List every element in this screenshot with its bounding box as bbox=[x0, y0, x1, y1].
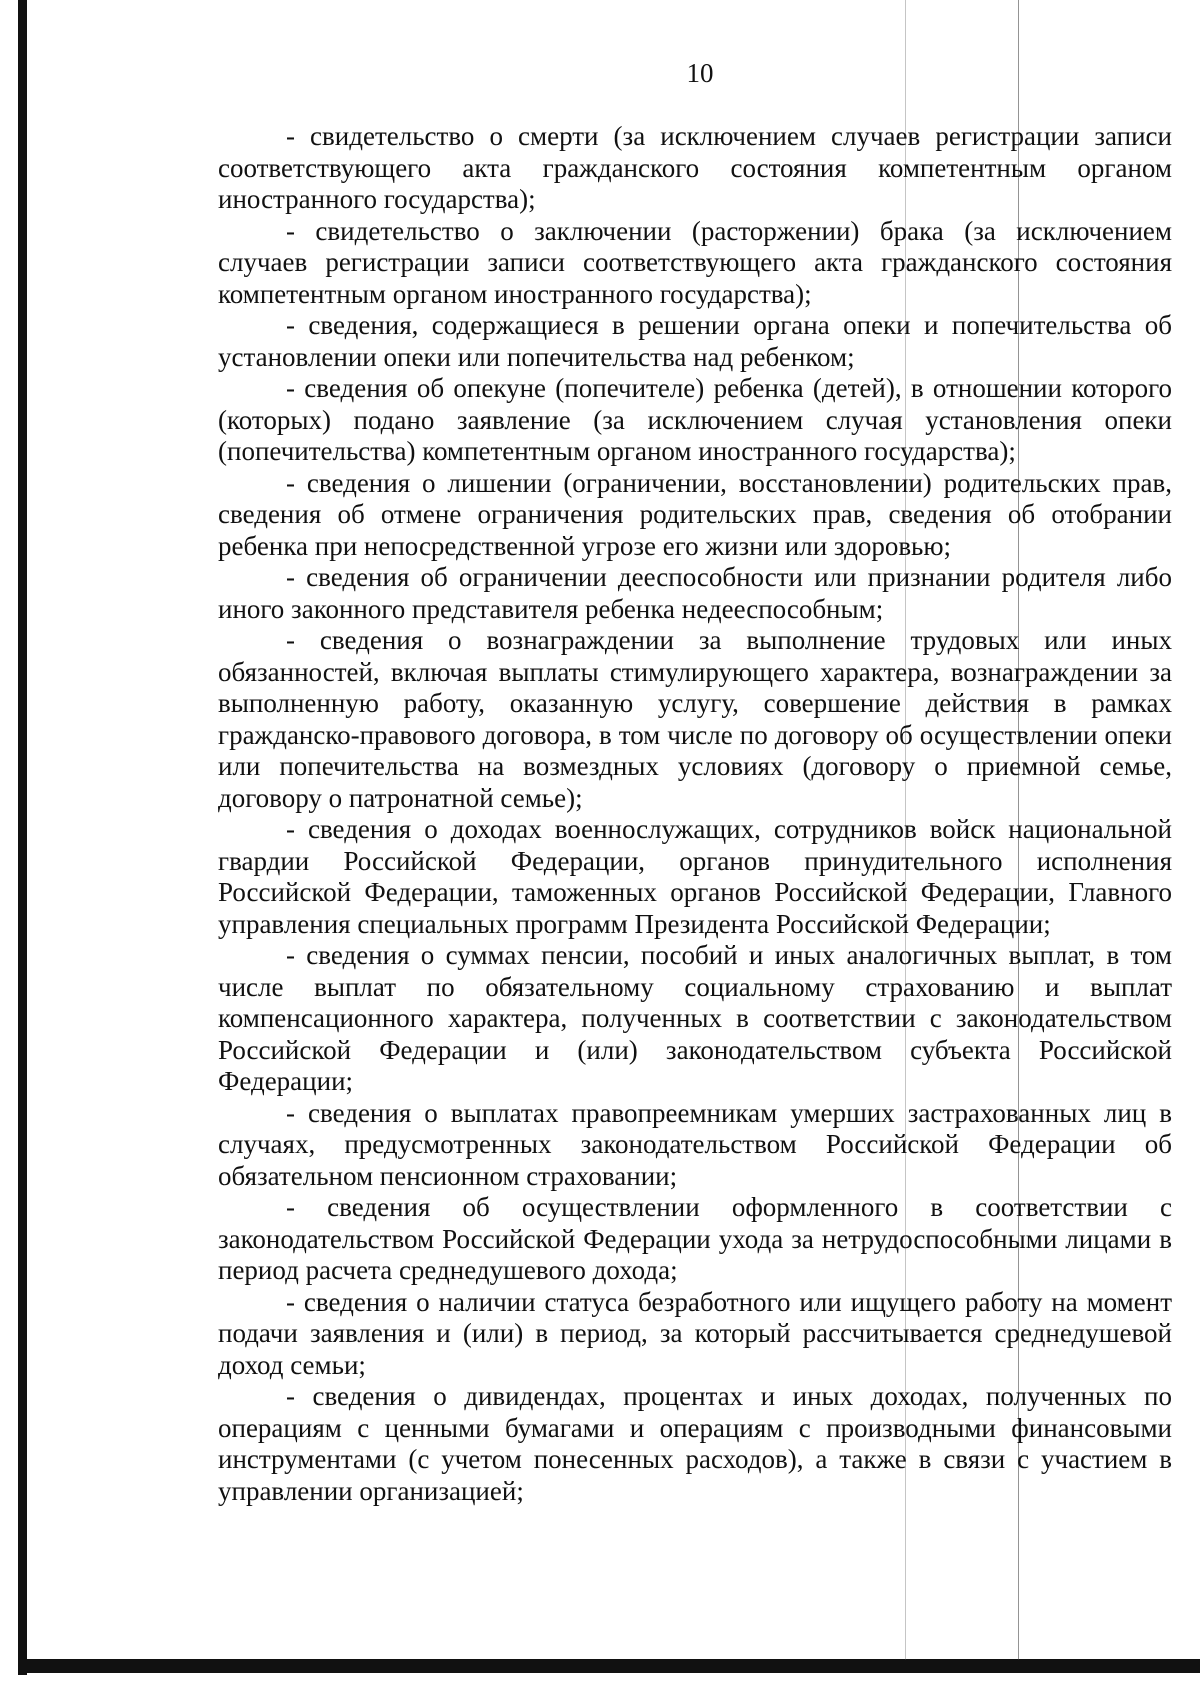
scan-border-left bbox=[18, 0, 27, 1675]
page-number: 10 bbox=[686, 58, 714, 88]
list-item: - сведения о доходах военнослужащих, сотрудников войск национальной гвардии Российской Федерации, органов принудительного исполнения Российской Федерации, таможенных органов Российской Федерации, Главного управления специальных программ Президента Российской Федерации; bbox=[218, 814, 1172, 939]
document-body bbox=[218, 121, 1172, 1507]
list-item: - сведения об ограничении дееспособности или признании родителя либо иного законного представителя ребенка недееспособным; bbox=[218, 562, 1172, 624]
list-item: - сведения о суммах пенсии, пособий и иных аналогичных выплат, в том числе выплат по обязательному социальному страхованию и выплат компенсационного характера, полученных в соответствии с законодательством Российской Федерации и (или) законодательством субъекта Российской Федерации; bbox=[218, 940, 1172, 1096]
list-item: - сведения о наличии статуса безработного или ищущего работу на момент подачи заявления и (или) в период, за который рассчитывается среднедушевой доход семьи; bbox=[218, 1286, 1172, 1380]
list-item: - сведения об опекуне (попечителе) ребенка (детей), в отношении которого (которых) подано заявление (за исключением случая установления опеки (попечительства) компетентным органом иностранного государства); bbox=[218, 373, 1172, 466]
list-item: - сведения о лишении (ограничении, восстановлении) родительских прав, сведения об отмене ограничения родительских прав, сведения об отобрании ребенка при непосредственной угрозе его жизни или здоровью; bbox=[218, 467, 1172, 561]
list-item: - сведения о выплатах правопреемникам умерших застрахованных лиц в случаях, предусмотренных законодательством Российской Федерации об обязательном пенсионном страховании; bbox=[218, 1097, 1172, 1191]
list-item: - сведения о вознаграждении за выполнение трудовых или иных обязанностей, включая выплаты стимулирующего характера, вознаграждении за выполненную работу, оказанную услугу, совершение действия в рамках гражданско-правового договора, в том числе по договору об осуществлении опеки или попечительства на возмездных условиях (договору о приемной семье, договору о патронатной семье); bbox=[218, 625, 1172, 813]
scan-border-bottom bbox=[18, 1659, 1200, 1673]
list-item: - сведения о дивидендах, процентах и иных доходах, полученных по операциям с ценными бумагами и операциям с производными финансовыми инструментами (с учетом понесенных расходов), а также в связи с участием в управлении организацией; bbox=[218, 1381, 1172, 1506]
list-item: - свидетельство о смерти (за исключением случаев регистрации записи соответствующего акта гражданского состояния компетентным органом иностранного государства); bbox=[218, 121, 1172, 214]
list-item: - сведения, содержащиеся в решении органа опеки и попечительства об установлении опеки или попечительства над ребенком; bbox=[218, 310, 1172, 372]
list-item: - сведения об осуществлении оформленного в соответствии с законодательством Российской Федерации ухода за нетрудоспособными лицами в период расчета среднедушевого дохода; bbox=[218, 1192, 1172, 1285]
list-item: - свидетельство о заключении (расторжении) брака (за исключением случаев регистрации записи соответствующего акта гражданского состояния компетентным органом иностранного государства); bbox=[218, 215, 1172, 309]
